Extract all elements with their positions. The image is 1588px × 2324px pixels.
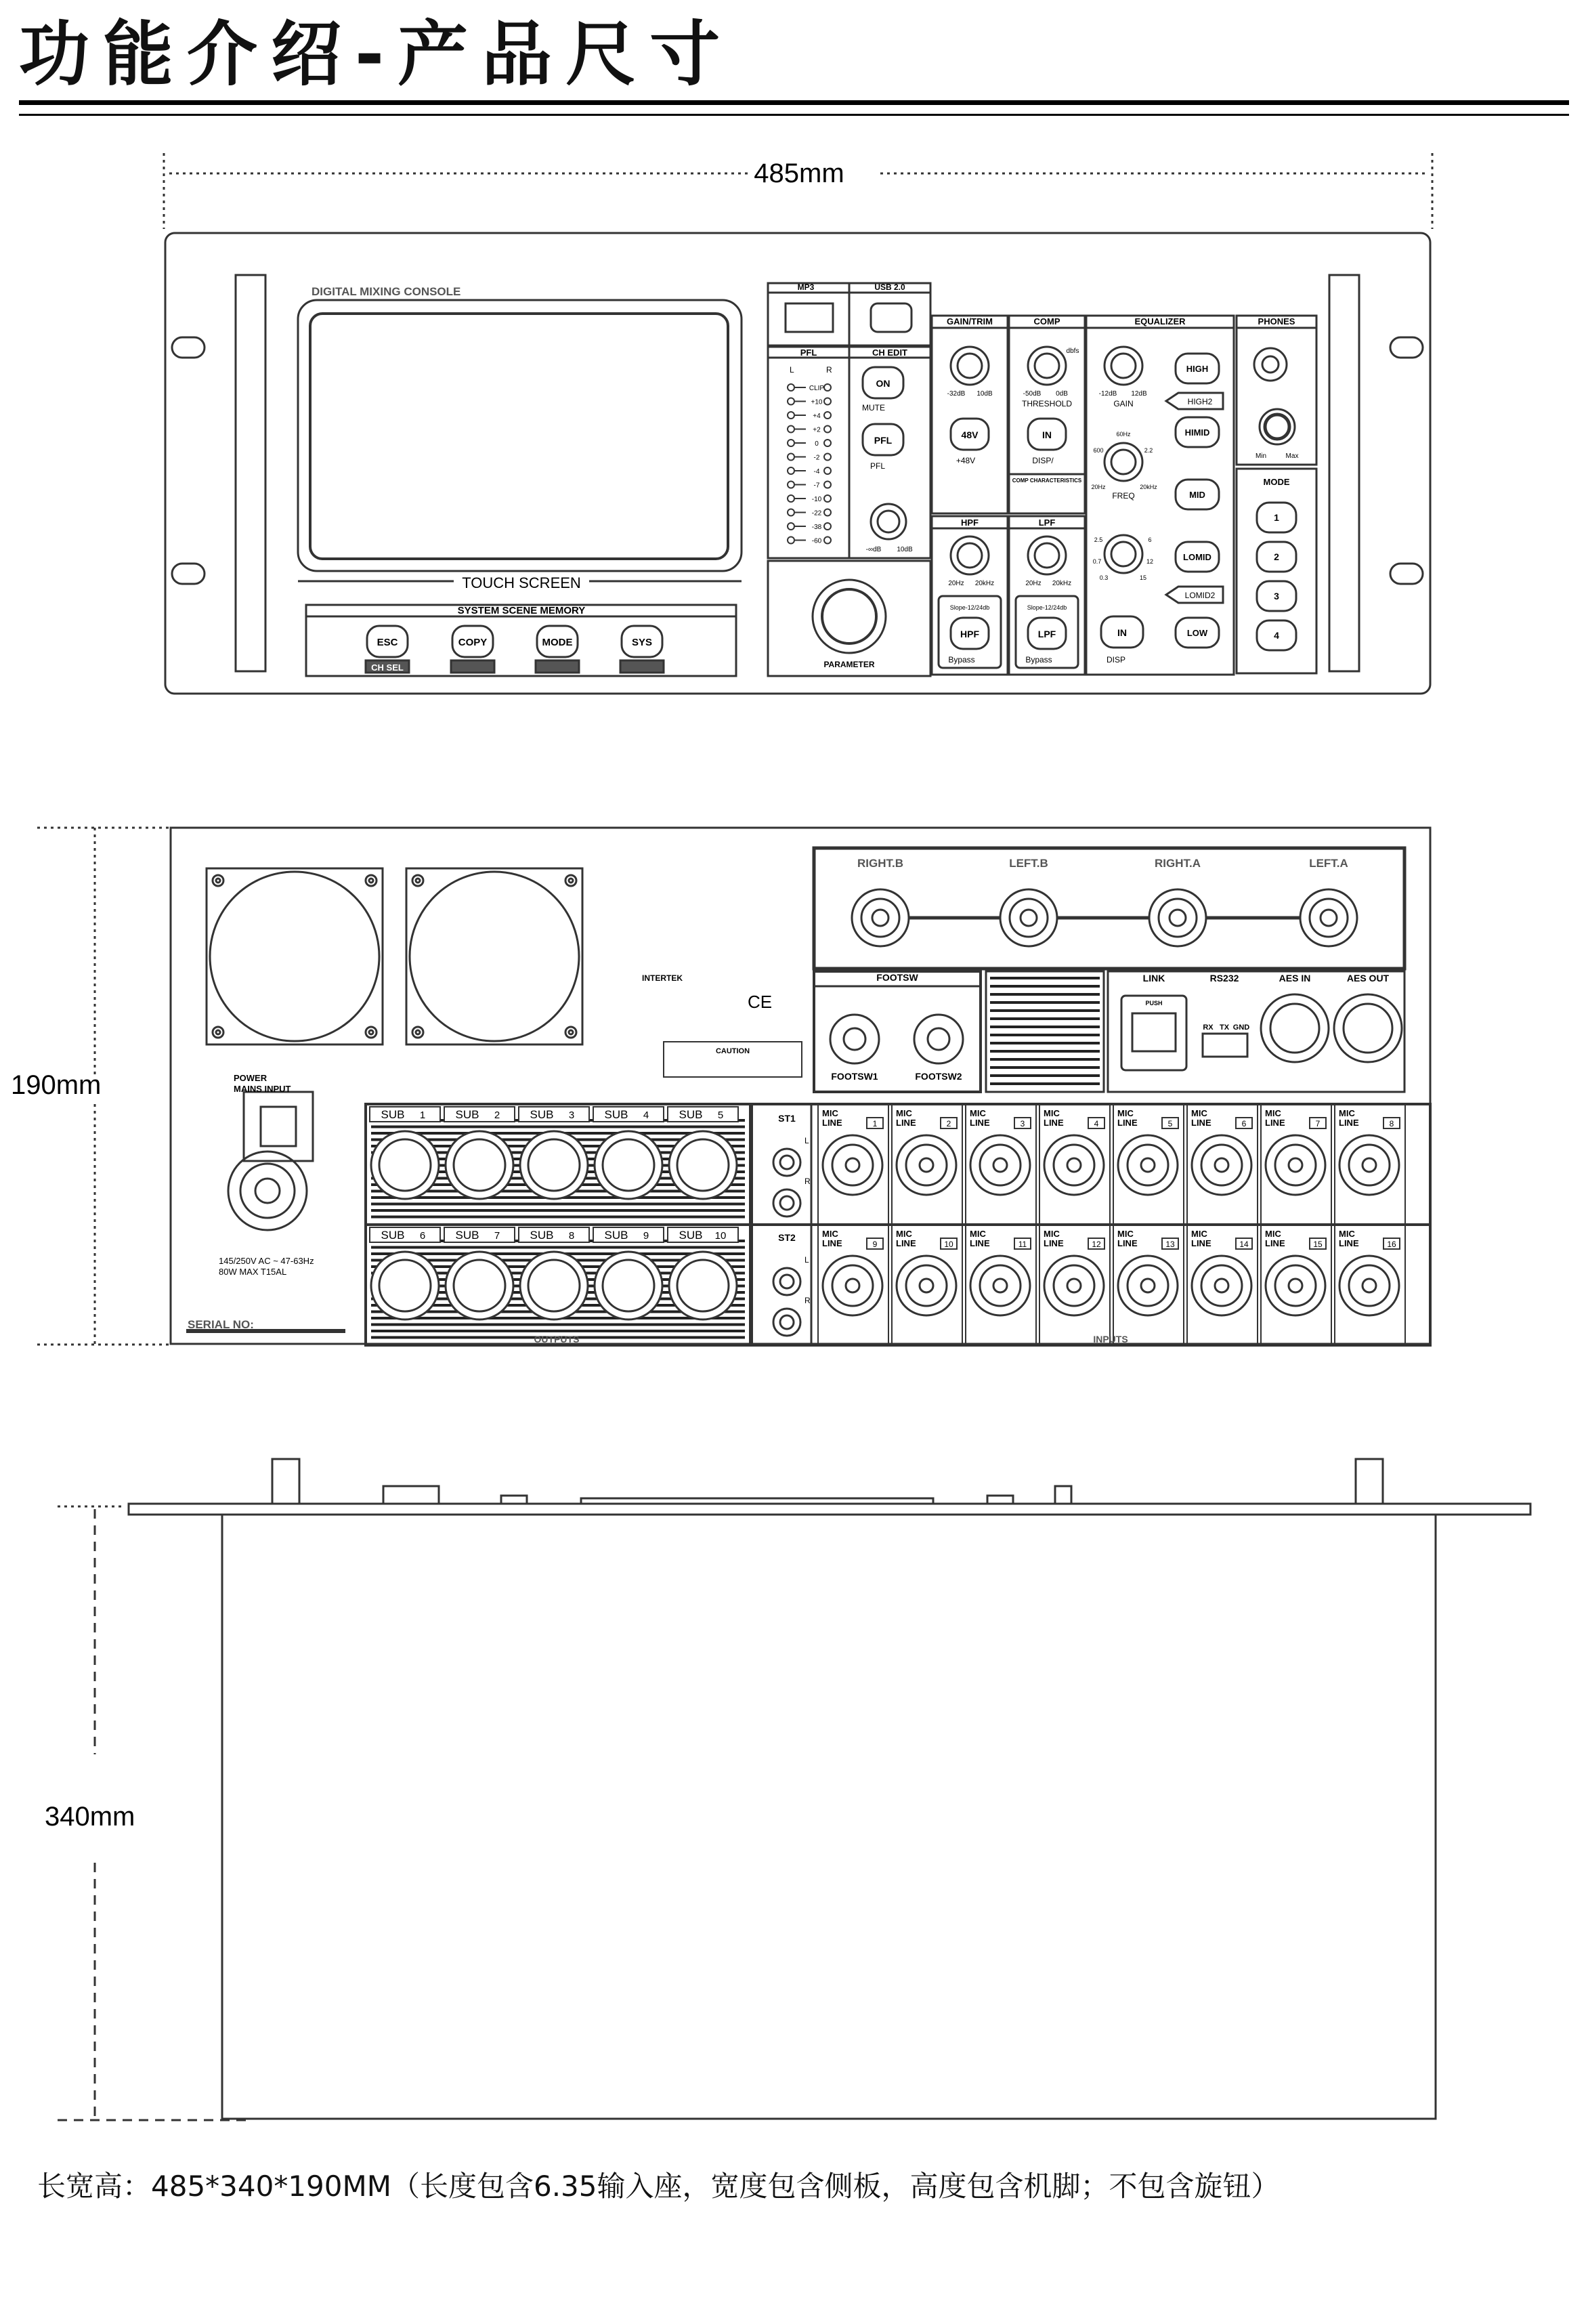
- hpf-max: 20kHz: [974, 580, 995, 587]
- input-number: 16: [1387, 1240, 1396, 1249]
- screw-icon: [366, 875, 377, 886]
- freq-mark: 60Hz: [1116, 431, 1131, 438]
- sub-output-jack[interactable]: [595, 1252, 662, 1319]
- input-number: 1: [872, 1119, 878, 1128]
- sub-label: SUB: [530, 1108, 554, 1121]
- scene-memory-label: SYSTEM SCENE MEMORY: [457, 605, 586, 616]
- freq-mark: 20kHz: [1140, 484, 1157, 490]
- sub-output-jack[interactable]: [371, 1131, 439, 1199]
- serial-label: SERIAL NO:: [188, 1318, 254, 1331]
- rear-panel-drawing: [0, 799, 1588, 1368]
- front-panel-drawing: [0, 0, 1588, 732]
- footsw-label: FOOTSW: [876, 972, 918, 983]
- eq-gain-min: -12dB: [1098, 390, 1117, 398]
- sub-number: 5: [717, 1110, 724, 1121]
- lpf-max: 20kHz: [1052, 580, 1072, 587]
- sub-output-jack[interactable]: [595, 1131, 662, 1199]
- meter-led-left: [788, 440, 794, 446]
- q-mark: 0.7: [1092, 558, 1102, 565]
- sub-number: 1: [419, 1110, 426, 1121]
- depth-dimension-label: 340mm: [45, 1802, 135, 1832]
- st1-r-label: R: [804, 1177, 811, 1186]
- copy-button[interactable]: COPY: [458, 637, 488, 648]
- mic-label: MIC: [970, 1108, 986, 1118]
- input-number: 4: [1094, 1119, 1099, 1128]
- sub-label: SUB: [381, 1229, 405, 1242]
- freq-mark: 2.2: [1144, 447, 1153, 454]
- meter-led-right: [824, 467, 831, 474]
- line-label: LINE: [1044, 1118, 1064, 1128]
- line-label: LINE: [1339, 1238, 1359, 1248]
- line-label: LINE: [1191, 1118, 1211, 1128]
- pfl-right-label: R: [826, 365, 832, 375]
- sub-label: SUB: [679, 1108, 703, 1121]
- eq-freq-label: FREQ: [1112, 491, 1135, 501]
- outputs-label: OUTPUTS: [534, 1334, 580, 1345]
- meter-led-right: [824, 398, 831, 405]
- link-label: LINK: [1142, 973, 1165, 984]
- plus48v-label: +48V: [956, 456, 976, 465]
- mode-1-button[interactable]: 1: [1274, 512, 1279, 523]
- trim-min-label: -∞dB: [865, 546, 882, 553]
- meter-led-right: [824, 384, 831, 391]
- line-label: LINE: [970, 1238, 990, 1248]
- ce-mark-icon: CE: [747, 992, 773, 1012]
- eq-lomid-button[interactable]: LOMID: [1183, 552, 1211, 562]
- input-number: 14: [1239, 1240, 1249, 1249]
- comp-label: COMP: [1033, 316, 1060, 326]
- width-dimension-label: 485mm: [754, 159, 844, 188]
- main-out-label: LEFT.B: [1009, 857, 1048, 870]
- sub-number: 7: [494, 1230, 500, 1242]
- meter-scale-label: -38: [811, 524, 822, 531]
- lpf-slope-label: Slope-12/24db: [1027, 604, 1067, 611]
- power-spec2-label: 80W MAX T15AL: [219, 1267, 287, 1277]
- pfl-on-label: PFL: [870, 461, 886, 471]
- input-number: 15: [1313, 1240, 1323, 1249]
- meter-scale-label: CLIP: [809, 385, 825, 392]
- equalizer-label: EQUALIZER: [1134, 316, 1186, 326]
- page-title: 功能介绍-产品尺寸: [19, 13, 734, 96]
- meter-scale-label: -60: [811, 537, 822, 545]
- power-spec-label: 145/250V AC ~ 47-63Hz: [219, 1256, 314, 1266]
- sub-label: SUB: [455, 1229, 479, 1242]
- sub-number: 3: [568, 1110, 575, 1121]
- meter-led-left: [788, 467, 794, 474]
- line-label: LINE: [1339, 1118, 1359, 1128]
- pfl-button[interactable]: PFL: [874, 435, 893, 446]
- rs232-label: RS232: [1209, 973, 1239, 984]
- meter-scale-label: -10: [811, 496, 822, 503]
- main-out-label: RIGHT.A: [1155, 857, 1201, 870]
- eq-himid-button[interactable]: HIMID: [1184, 427, 1210, 438]
- input-number: 7: [1315, 1119, 1321, 1128]
- line-label: LINE: [896, 1118, 916, 1128]
- sub-output-jack[interactable]: [520, 1131, 588, 1199]
- meter-led-left: [788, 412, 794, 419]
- mp3-label: MP3: [797, 282, 815, 292]
- hpf-label: HPF: [961, 517, 979, 528]
- screw-icon: [412, 1027, 423, 1038]
- mic-label: MIC: [1191, 1229, 1207, 1239]
- meter-scale-label: -7: [813, 482, 820, 490]
- screw-icon: [366, 1027, 377, 1038]
- meter-scale-label: +2: [813, 426, 821, 434]
- mic-label: MIC: [1191, 1108, 1207, 1118]
- eq-high2-button[interactable]: HIGH2: [1187, 397, 1213, 406]
- q-mark: 2.5: [1094, 536, 1103, 543]
- input-number: 8: [1389, 1119, 1394, 1128]
- gain-trim-label: GAIN/TRIM: [947, 316, 993, 326]
- input-number: 3: [1020, 1119, 1025, 1128]
- sub-number: 8: [568, 1230, 575, 1242]
- comp-max: 0dB: [1056, 390, 1068, 398]
- line-label: LINE: [1265, 1118, 1285, 1128]
- comp-char-label: COMP CHARACTERISTICS: [1012, 478, 1082, 484]
- meter-led-left: [788, 454, 794, 461]
- meter-led-right: [824, 482, 831, 488]
- lpf-bypass-label: Bypass: [1025, 655, 1052, 664]
- trim-max-label: 10dB: [897, 546, 913, 553]
- mode-2-button[interactable]: 2: [1274, 551, 1279, 562]
- mic-label: MIC: [1044, 1108, 1060, 1118]
- hpf-slope-label: Slope-12/24db: [949, 604, 990, 611]
- meter-led-right: [824, 537, 831, 544]
- rs232-gnd-label: GND: [1232, 1023, 1250, 1032]
- lpf-label: LPF: [1038, 517, 1056, 528]
- front-brand-label: DIGITAL MIXING CONSOLE: [312, 285, 461, 298]
- mic-label: MIC: [1339, 1229, 1355, 1239]
- eq-low-button[interactable]: LOW: [1186, 628, 1208, 638]
- sub-number: 6: [419, 1230, 426, 1242]
- lpf-min: 20Hz: [1025, 580, 1042, 587]
- phones-label: PHONES: [1258, 316, 1295, 326]
- aes-in-label: AES IN: [1279, 973, 1311, 984]
- pfl-left-label: L: [790, 365, 794, 375]
- sub-output-jack[interactable]: [669, 1252, 737, 1319]
- st1-l-label: L: [804, 1136, 809, 1145]
- st1-label: ST1: [778, 1113, 796, 1124]
- pfl-section-label: PFL: [800, 347, 817, 358]
- sub-label: SUB: [530, 1229, 554, 1242]
- input-number: 6: [1241, 1119, 1247, 1128]
- side-view-drawing: [0, 1450, 1588, 2140]
- inputs-label: INPUTS: [1093, 1334, 1128, 1345]
- st2-r-label: R: [804, 1296, 811, 1305]
- eq-in-button[interactable]: IN: [1117, 627, 1127, 638]
- mains-input-label: MAINS INPUT: [234, 1084, 291, 1094]
- meter-led-left: [788, 509, 794, 516]
- touch-screen-label: TOUCH SCREEN: [462, 574, 581, 591]
- sub-output-jack[interactable]: [520, 1252, 588, 1319]
- line-label: LINE: [1117, 1118, 1138, 1128]
- eq-gain-label: GAIN: [1113, 399, 1134, 408]
- sub-label: SUB: [455, 1108, 479, 1121]
- st2-label: ST2: [778, 1232, 796, 1243]
- sub-label: SUB: [604, 1229, 628, 1242]
- meter-led-left: [788, 398, 794, 405]
- hpf-min: 20Hz: [948, 580, 964, 587]
- input-number: 2: [946, 1119, 951, 1128]
- caution-label: CAUTION: [715, 1047, 750, 1055]
- phones-min-label: Min: [1255, 452, 1267, 460]
- hpf-button[interactable]: HPF: [960, 629, 979, 639]
- eq-mid-button[interactable]: MID: [1189, 490, 1205, 500]
- mic-label: MIC: [822, 1229, 838, 1239]
- sub-output-jack[interactable]: [446, 1131, 513, 1199]
- q-mark: 6: [1148, 536, 1152, 543]
- mic-label: MIC: [822, 1108, 838, 1118]
- meter-led-right: [824, 523, 831, 530]
- dbfs-label: dbfs: [1066, 347, 1079, 355]
- line-label: LINE: [1265, 1238, 1285, 1248]
- line-label: LINE: [822, 1118, 842, 1128]
- footsw2-label: FOOTSW2: [915, 1071, 962, 1082]
- meter-led-right: [824, 495, 831, 502]
- sys-button[interactable]: SYS: [631, 637, 653, 648]
- meter-scale-label: -2: [813, 454, 820, 462]
- line-label: LINE: [1044, 1238, 1064, 1248]
- line-label: LINE: [822, 1238, 842, 1248]
- q-mark: 12: [1146, 558, 1154, 565]
- mic-label: MIC: [896, 1229, 912, 1239]
- mode-button[interactable]: MODE: [542, 637, 573, 648]
- meter-led-left: [788, 523, 794, 530]
- sub-number: 10: [714, 1230, 727, 1242]
- q-mark: 0.3: [1099, 574, 1109, 581]
- mic-label: MIC: [1265, 1229, 1281, 1239]
- main-out-label: RIGHT.B: [857, 857, 903, 870]
- eq-high-button[interactable]: HIGH: [1186, 364, 1209, 374]
- screw-icon: [213, 875, 223, 886]
- input-number: 13: [1165, 1240, 1175, 1249]
- mic-label: MIC: [1117, 1229, 1134, 1239]
- sub-output-jack[interactable]: [446, 1252, 513, 1319]
- mic-label: MIC: [896, 1108, 912, 1118]
- sub-label: SUB: [679, 1229, 703, 1242]
- eq-lomid2-button[interactable]: LOMID2: [1184, 591, 1216, 600]
- input-number: 5: [1167, 1119, 1173, 1128]
- power-label: POWER: [234, 1073, 267, 1083]
- meter-scale-label: -4: [813, 468, 820, 476]
- height-dimension-label: 190mm: [11, 1070, 102, 1100]
- esc-button[interactable]: ESC: [377, 637, 398, 648]
- hpf-bypass-label: Bypass: [948, 655, 975, 664]
- ch-edit-label: CH EDIT: [872, 347, 907, 358]
- line-label: LINE: [1117, 1238, 1138, 1248]
- gain-trim-max: 10dB: [977, 390, 993, 398]
- line-label: LINE: [970, 1118, 990, 1128]
- st2-l-label: L: [804, 1255, 809, 1265]
- mic-label: MIC: [1265, 1108, 1281, 1118]
- sub-number: 4: [643, 1110, 649, 1121]
- meter-scale-label: -22: [811, 509, 822, 517]
- sub-output-jack[interactable]: [371, 1252, 439, 1319]
- input-number: 11: [1018, 1240, 1027, 1249]
- comp-disp-label: DISP/: [1032, 456, 1054, 465]
- eq-disp-label: DISP: [1106, 655, 1126, 664]
- meter-led-left: [788, 426, 794, 433]
- aes-out-label: AES OUT: [1346, 973, 1390, 984]
- comp-in-button[interactable]: IN: [1042, 429, 1052, 440]
- lpf-button[interactable]: LPF: [1037, 629, 1056, 639]
- sub-output-jack[interactable]: [669, 1131, 737, 1199]
- sub-number: 2: [494, 1110, 500, 1121]
- on-button[interactable]: ON: [876, 378, 890, 389]
- screw-icon: [412, 875, 423, 886]
- freq-mark: 20Hz: [1091, 484, 1106, 490]
- input-number: 10: [944, 1240, 953, 1249]
- mode-4-button[interactable]: 4: [1274, 630, 1279, 641]
- comp-min: -50dB: [1023, 390, 1042, 398]
- screw-icon: [213, 1027, 223, 1038]
- input-number: 12: [1092, 1240, 1101, 1249]
- input-number: 9: [872, 1240, 878, 1249]
- meter-led-left: [788, 384, 794, 391]
- meter-scale-label: +10: [811, 398, 823, 406]
- gain-trim-min: -32dB: [947, 390, 966, 398]
- dimension-caption: 长宽高：485*340*190MM（长度包含6.35输入座，宽度包含侧板，高度包含机脚；不包含旋钮）: [37, 2170, 1280, 2203]
- meter-led-right: [824, 412, 831, 419]
- meter-led-right: [824, 426, 831, 433]
- push-label: PUSH: [1145, 1000, 1163, 1007]
- mode-label: MODE: [1263, 477, 1290, 487]
- q-mark: 15: [1139, 574, 1147, 581]
- line-label: LINE: [1191, 1238, 1211, 1248]
- screw-icon: [565, 1027, 576, 1038]
- rs232-tx-label: TX: [1219, 1023, 1230, 1032]
- meter-led-right: [824, 509, 831, 516]
- sub-label: SUB: [604, 1108, 628, 1121]
- phones-max-label: Max: [1285, 452, 1299, 460]
- meter-led-left: [788, 537, 794, 544]
- mode-3-button[interactable]: 3: [1274, 591, 1279, 601]
- parameter-label: PARAMETER: [823, 660, 875, 669]
- phantom-48v-button[interactable]: 48V: [961, 429, 979, 440]
- footsw1-label: FOOTSW1: [831, 1071, 878, 1082]
- usb-label: USB 2.0: [874, 282, 905, 292]
- mic-label: MIC: [970, 1229, 986, 1239]
- mic-label: MIC: [1044, 1229, 1060, 1239]
- meter-scale-label: 0: [815, 440, 819, 448]
- meter-led-right: [824, 454, 831, 461]
- rs232-rx-label: RX: [1203, 1023, 1214, 1032]
- meter-scale-label: +4: [813, 413, 821, 420]
- mic-label: MIC: [1117, 1108, 1134, 1118]
- meter-led-right: [824, 440, 831, 446]
- main-out-label: LEFT.A: [1309, 857, 1348, 870]
- freq-mark: 600: [1093, 447, 1104, 454]
- threshold-label: THRESHOLD: [1021, 399, 1073, 408]
- line-label: LINE: [896, 1238, 916, 1248]
- screw-icon: [565, 875, 576, 886]
- mic-label: MIC: [1339, 1108, 1355, 1118]
- intertek-label: INTERTEK: [642, 973, 683, 983]
- meter-led-left: [788, 495, 794, 502]
- sub-label: SUB: [381, 1108, 405, 1121]
- mute-label: MUTE: [862, 403, 885, 413]
- eq-gain-max: 12dB: [1131, 390, 1147, 398]
- meter-led-left: [788, 482, 794, 488]
- ch-sel-label: CH SEL: [371, 662, 404, 673]
- sub-number: 9: [643, 1230, 649, 1242]
